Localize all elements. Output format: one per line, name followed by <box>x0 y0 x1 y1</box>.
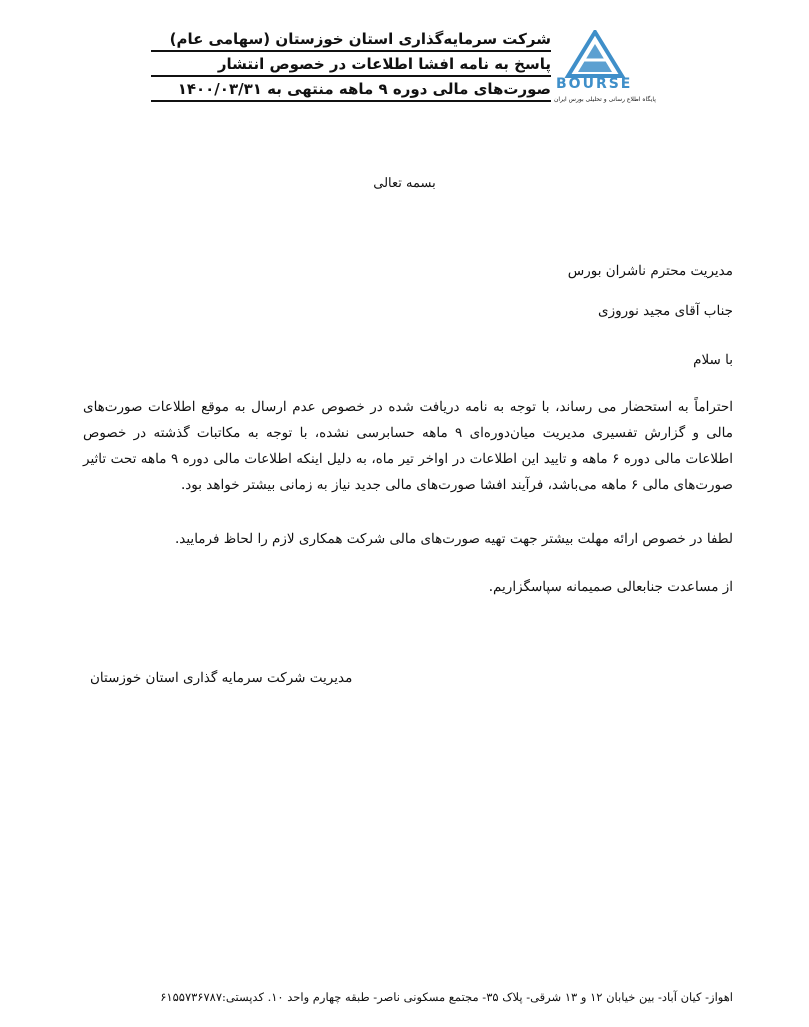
header-subject-line: پاسخ به نامه افشا اطلاعات در خصوص انتشار <box>151 53 551 77</box>
paragraph-main: احتراماً به استحضار می رساند، با توجه به نامه دریافت شده در خصوص عدم ارسال به موقع اطلاعات صورت‌های مالی و گزارش تفسیری مدیریت میان‌دوره‌ای ۹ ماهه حسابرسی نشده، با توجه به مکاتبات گذشته در خصوص اطلاعات مالی دوره ۶ ماهه و تایید این اطلاعات در اواخر تیر ماه، به دلیل اینکه اطلاعات مالی دوره ۹ ماهه تحت تاثیر صورت‌های مالی ۶ ماهه می‌باشد، فرآیند افشا صورت‌های مالی جدید نیاز به زمانی بیشتر خواهد بود. <box>83 399 733 493</box>
header-company-name: شرکت سرمایه‌گذاری استان خوزستان (سهامی عام) <box>151 28 551 52</box>
paragraph-request: لطفا در خصوص ارائه مهلت بیشتر جهت تهیه صورت‌های مالی شرکت همکاری لازم را لحاظ فرمایید. <box>174 531 733 547</box>
greeting: با سلام <box>693 352 733 368</box>
header-period-line: صورت‌های مالی دوره ۹ ماهه منتهی به ۱۴۰۰/۰۳/۳۱ <box>151 78 551 102</box>
addressee: مدیریت محترم ناشران بورس <box>567 263 733 279</box>
footer-address: اهواز- کیان آباد- بین خیابان ۱۲ و ۱۳ شرقی- پلاک ۳۵- مجتمع مسکونی ناصر- طبقه چهارم واحد ۱۰. کدپستی:۶۱۵۵۷۳۶۷۸۷ <box>160 990 733 1004</box>
bourse-logo <box>550 30 656 108</box>
paragraph-thanks: از مساعدت جنابعالی صمیمانه سپاسگزاریم. <box>488 579 733 595</box>
basmala: بسمه تعالی <box>373 176 436 191</box>
letter-header <box>0 0 809 115</box>
recipient-name: جناب آقای مجید نوروزی <box>598 303 733 319</box>
header-title-block <box>151 28 551 103</box>
logo-subtext: پایگاه اطلاع رسانی و تحلیلی بورس ایران <box>554 96 656 103</box>
logo-text: BOURSE <box>556 76 633 92</box>
signature: مدیریت شرکت سرمایه گذاری استان خوزستان <box>90 670 353 686</box>
